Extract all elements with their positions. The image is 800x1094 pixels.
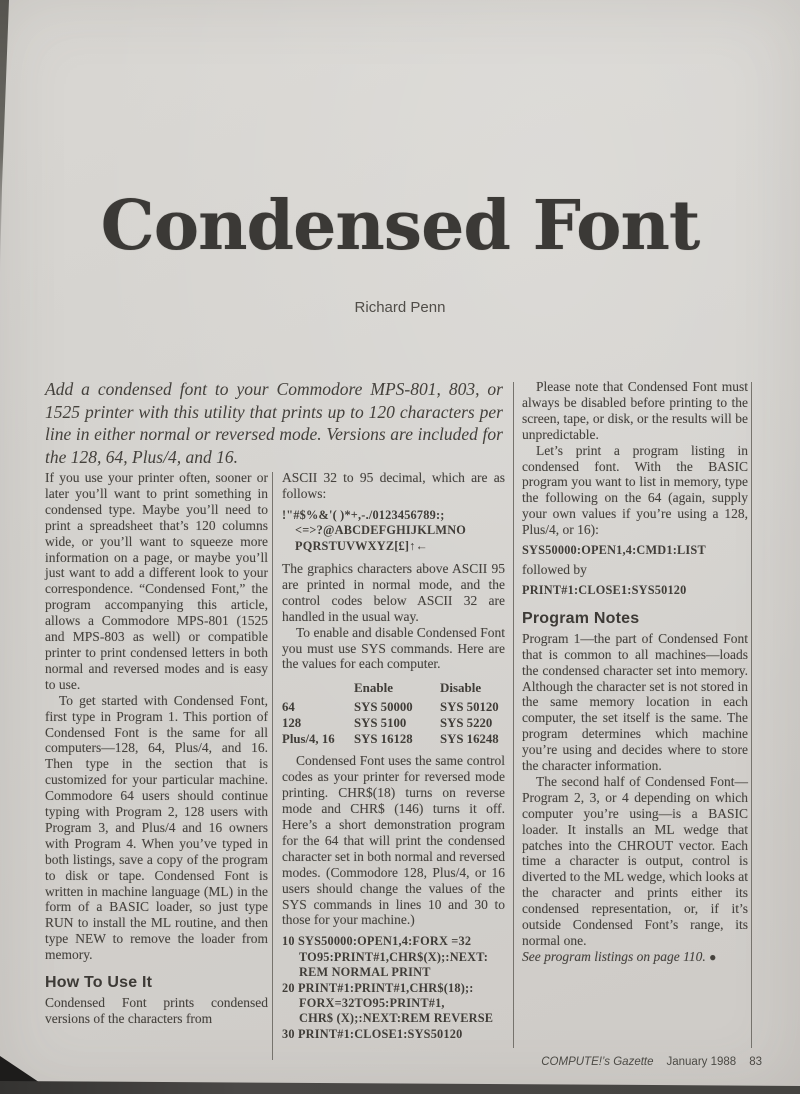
table-header-row <box>282 680 505 699</box>
table-cell: 64 <box>282 700 295 715</box>
column-middle <box>282 470 505 1049</box>
character-set-block <box>282 508 505 554</box>
charset-line: <=>?@ABCDEFGHIJKLMNO <box>295 523 467 538</box>
scan-edge-bottom <box>0 1081 800 1094</box>
section-heading-how-to-use-it: How To Use It <box>45 974 153 992</box>
paragraph: ASCII 32 to 95 decimal, which are as follows: <box>282 470 505 501</box>
end-of-article-icon: ● <box>709 949 717 964</box>
code-line: 30 PRINT#1:CLOSE1:SYS50120 <box>282 1026 463 1041</box>
sys-commands-table <box>282 680 505 747</box>
charset-line: !"#$%&'( )*+,-./0123456789:; <box>282 507 445 522</box>
code-line: SYS50000:OPEN1,4:CMD1:LIST <box>522 543 706 558</box>
article-intro: Add a condensed font to your Commodore MPS-801, 803, or 1525 printer with this utility that prints up to 120 characters per line in either normal or reversed mode. Versions are included for the 128, 64, Plus/4, and 16. <box>45 379 503 467</box>
paragraph: Let’s print a program listing in condensed font. With the BASIC program you want to list in memory, type the following on the 64 (again, supply your own values if you’re using a 128, Plus/4, or 16): <box>522 442 748 538</box>
code-line: TO95:PRINT#1,CHR$(X);:NEXT: <box>299 949 489 964</box>
see-listings-text: See program listings on page 110. <box>522 948 706 964</box>
table-row <box>282 731 505 747</box>
code-line: REM NORMAL PRINT <box>299 965 431 980</box>
code-line: 20 PRINT#1:PRINT#1,CHR$(18);: <box>282 980 474 995</box>
issue-date: January 1988 <box>666 1056 737 1068</box>
code-line: CHR$ (X);:NEXT:REM REVERSE <box>299 1011 494 1026</box>
paragraph: To enable and disable Condensed Font you must use SYS commands. Here are the values for each computer. <box>282 624 505 672</box>
table-header-empty <box>282 680 354 699</box>
program-listing <box>282 934 505 1042</box>
paragraph: The second half of Condensed Font—Program 2, 3, or 4 depending on which computer you’re using—is a BASIC loader. It installs an ML wedge that patches into the CHROUT vector. Each time a character is output, control is diverted to the ML wedge, which looks at the character and prints either its condensed representation, or, if it’s outside Condensed Font’s range, its normal one. <box>522 773 748 948</box>
column-divider-left <box>272 472 273 1060</box>
column-divider-right <box>751 382 752 1048</box>
paragraph: To get started with Condensed Font, first type in Program 1. This portion of Condensed Font is the same for all computers—128, 64, Plus/4, and 16. Then type in the section that is customized for your particular machine. Commodore 64 users should continue typing with Program 2, 128 users with Program 3, and Plus/4 and 16 owners with Program 4. When you’ve typed in both listings, save a copy of the program to disk or tape. Condensed Font is written in machine language (ML) in the form of a BASIC loader, so just type RUN to install the ML routine, and then type NEW to remove the loader from memory. <box>45 692 268 963</box>
see-listings-note <box>522 949 748 966</box>
code-line: PRINT#1:CLOSE1:SYS50120 <box>522 583 687 598</box>
table-cell: SYS 50120 <box>440 700 499 715</box>
table-row <box>282 715 505 731</box>
section-heading-program-notes: Program Notes <box>522 609 640 627</box>
table-cell: SYS 5100 <box>354 716 407 731</box>
table-cell: SYS 16128 <box>354 732 413 747</box>
page-footer <box>541 1056 762 1068</box>
paragraph: The graphics characters above ASCII 95 are printed in normal mode, and the control codes below ASCII 32 are handled in the usual way. <box>282 561 505 624</box>
page-number: 83 <box>749 1056 762 1068</box>
column-left <box>45 470 268 1027</box>
paragraph: If you use your printer often, sooner or later you’ll want to print something in condensed type. Maybe you’ll need to print a spreadsheet that’s 120 columns wide, or you’ll want to squeeze more information on a page, or maybe you’ll just want to add a different look to your correspondence. “Condensed Font,” the program accompanying this article, allows a Commodore MPS-801 (1525 and MPS-803 as well) or compatible printer to print condensed letters in both normal and reversed modes and is easy to use. <box>45 470 268 692</box>
paragraph: Condensed Font uses the same control codes as your printer for reversed mode printing. CHR$(18) turns on reverse mode and CHR$ (146) turns it off. Here’s a short demonstration program for the 64 that will print the condensed character set in both normal and reversed modes. (Commodore 128, Plus/4, or 16 users should change the values of the SYS commands in lines 10 and 30 to those for your machine.) <box>282 753 505 928</box>
paragraph: Please note that Condensed Font must always be disabled before printing to the screen, tape, or disk, or the results will be unpredictable. <box>522 379 748 442</box>
table-header-enable: Enable <box>354 680 394 696</box>
table-cell: 128 <box>282 716 302 731</box>
paragraph: Condensed Font prints condensed versions of the characters from <box>45 995 268 1026</box>
table-row <box>282 699 505 715</box>
code-line: 10 SYS50000:OPEN1,4:FORX =32 <box>282 934 472 949</box>
paragraph: followed by <box>522 562 587 578</box>
code-line: FORX=32TO95:PRINT#1, <box>299 995 445 1010</box>
table-header-disable: Disable <box>440 680 482 696</box>
article-byline: Richard Penn <box>354 299 446 316</box>
column-divider-middle <box>513 382 514 1048</box>
table-cell: SYS 16248 <box>440 732 499 747</box>
column-right <box>522 379 748 966</box>
charset-line: PQRSTUVWXYZ[£]↑← <box>295 538 429 553</box>
magazine-name: COMPUTE!’s Gazette <box>541 1056 654 1068</box>
table-cell: SYS 50000 <box>354 700 413 715</box>
table-cell: Plus/4, 16 <box>282 732 335 747</box>
table-cell: SYS 5220 <box>440 716 493 731</box>
article-title: Condensed Font <box>100 186 700 266</box>
paragraph: Program 1—the part of Condensed Font that is common to all machines—loads the condensed character set into memory. Although the character set is not stored in the same memory location in each computer, the set itself is the same. The program determines which machine you’re using and decides where to store the character information. <box>522 630 748 774</box>
